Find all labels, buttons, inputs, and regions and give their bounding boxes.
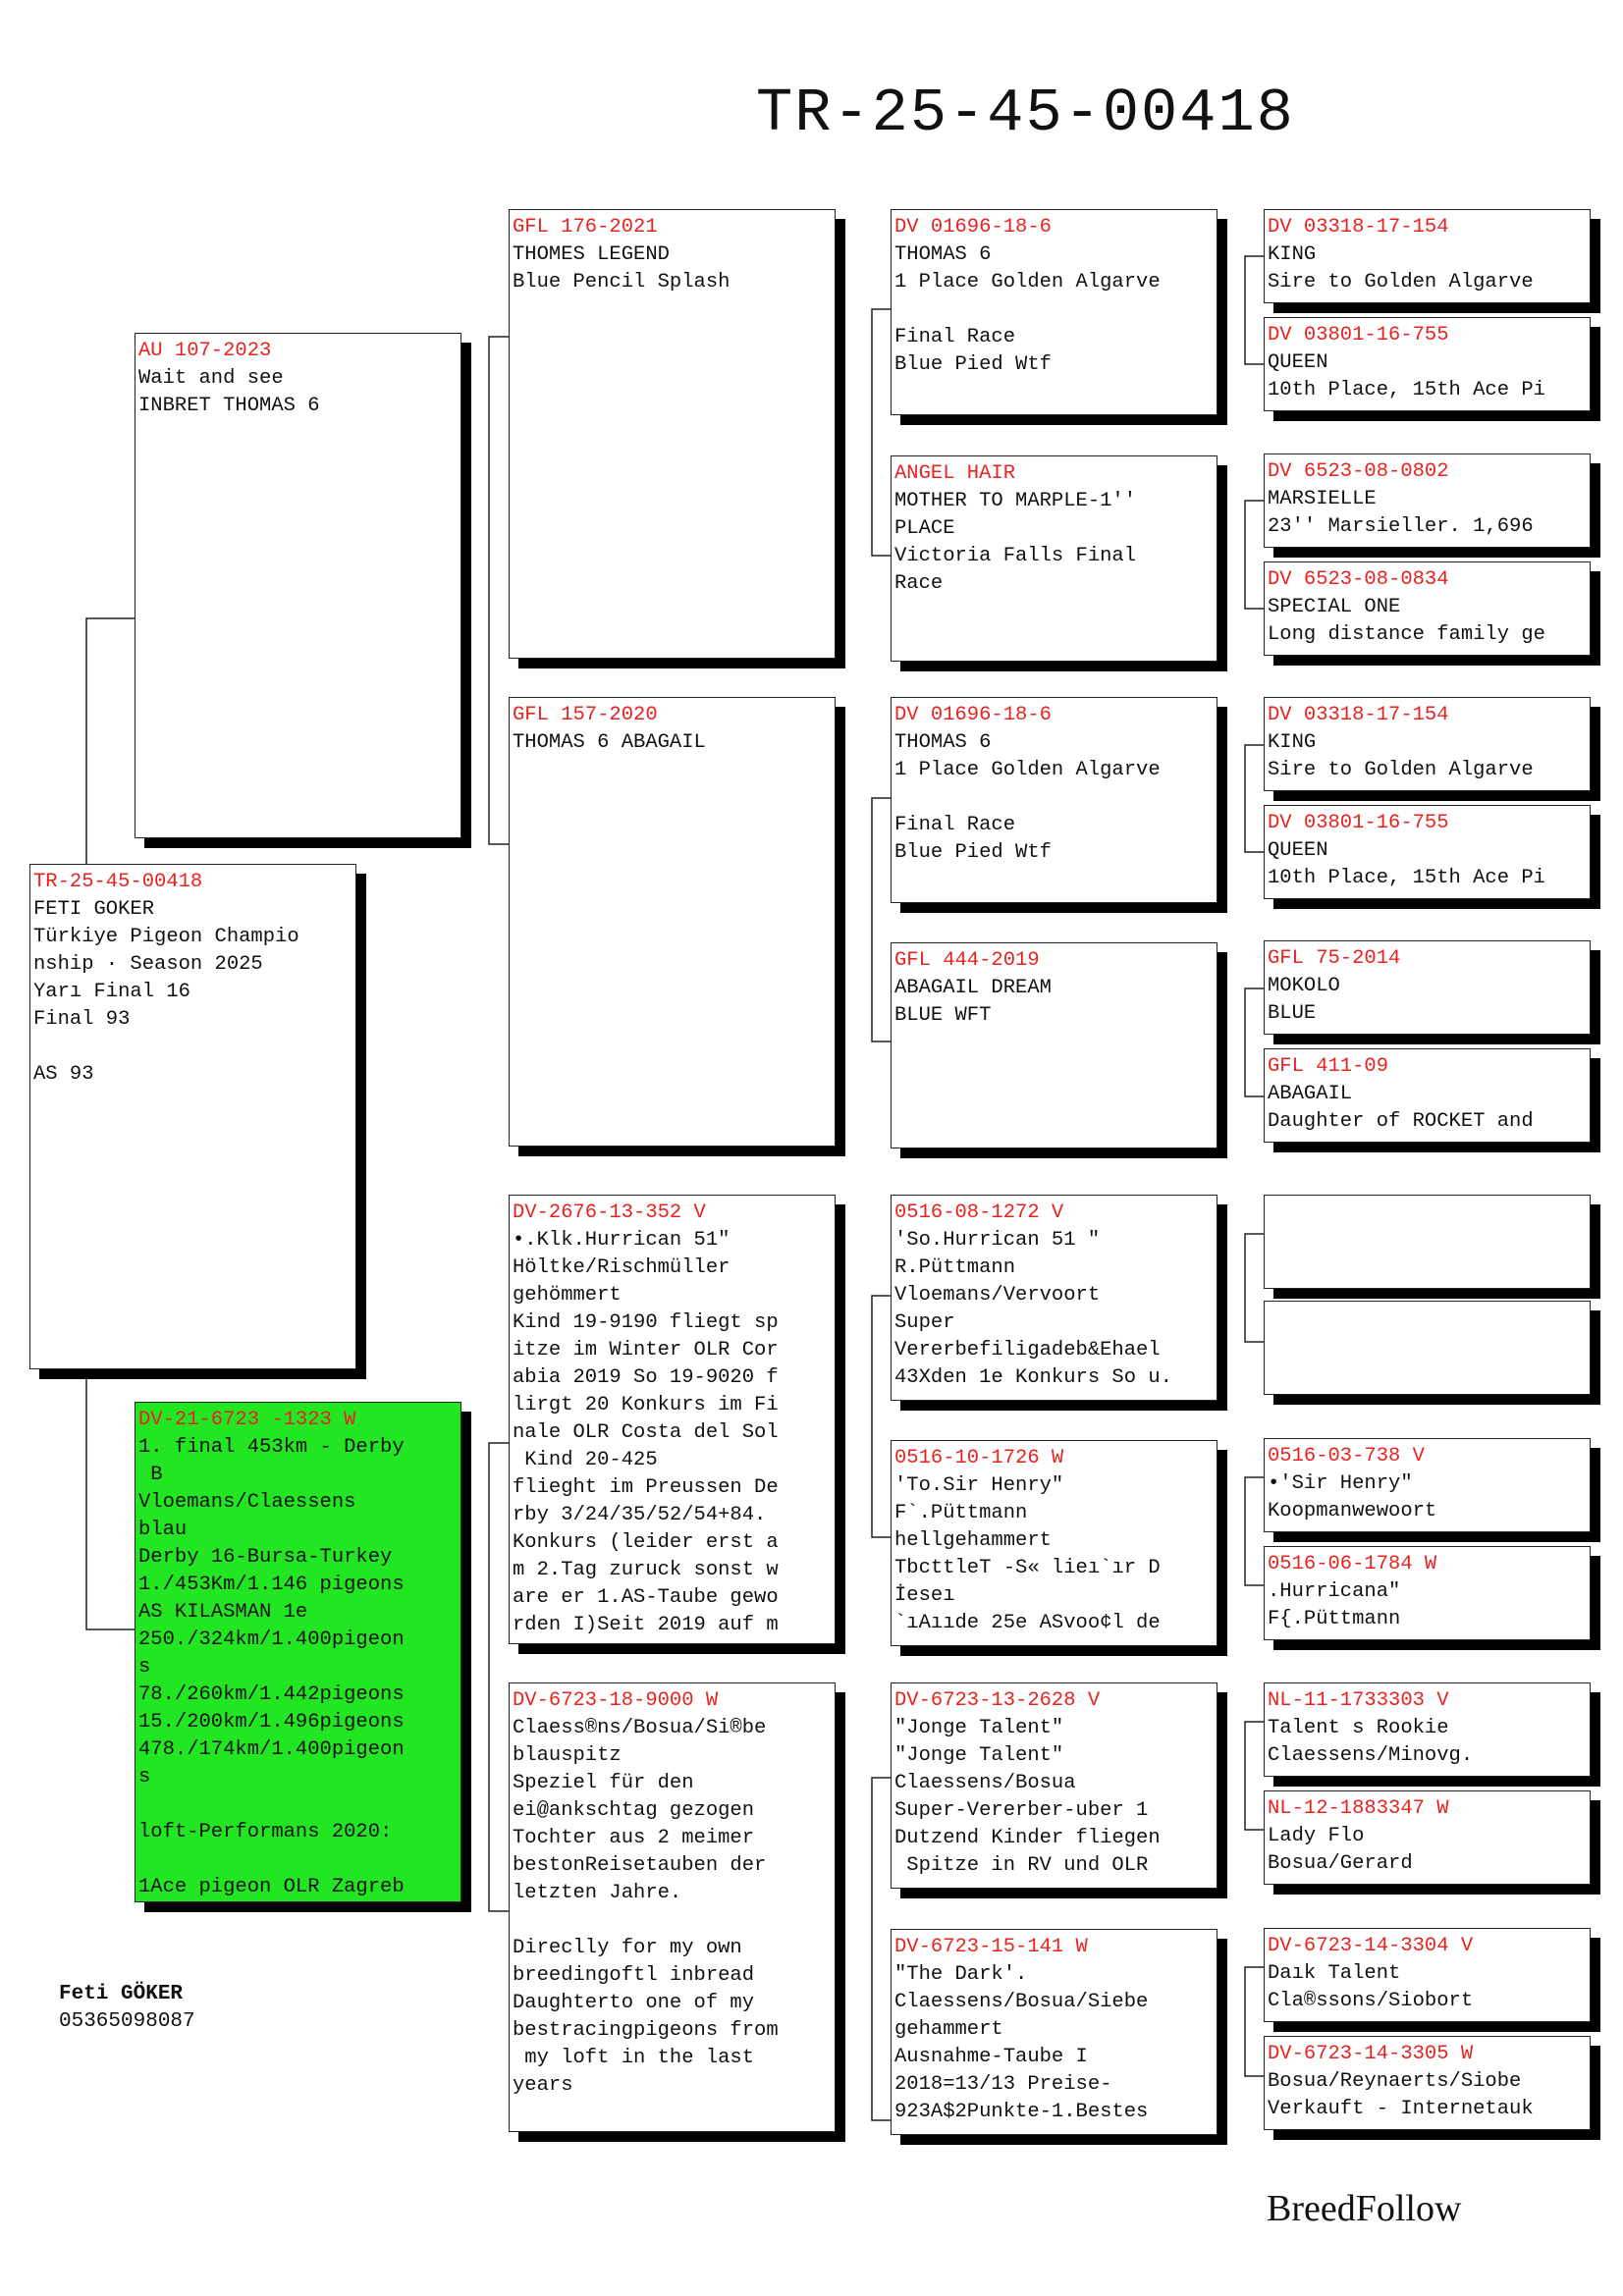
pedigree-info-line: Race: [894, 572, 944, 595]
pedigree-info-line: QUEEN: [1268, 351, 1328, 374]
pedigree-card-gen3[interactable]: [891, 1682, 1217, 1889]
pedigree-info-line: m 2.Tag zuruck sonst w: [513, 1559, 779, 1581]
pedigree-card-gen4[interactable]: [1264, 1928, 1591, 2022]
pedigree-info-line: Final Race: [894, 814, 1016, 836]
pedigree-info-line: Vererbefiligadeb&Ehael: [894, 1339, 1161, 1362]
pedigree-card-gen3[interactable]: [891, 455, 1217, 662]
pedigree-card-gen3[interactable]: [891, 1440, 1217, 1646]
pedigree-info-line: 'To.Sir Henry": [894, 1474, 1064, 1497]
pedigree-info-line: Bosua/Gerard: [1268, 1852, 1413, 1875]
ring-number: DV 03318-17-154: [1268, 704, 1449, 726]
pedigree-card-gen4[interactable]: [1264, 697, 1591, 791]
pedigree-info-line: .Hurricana": [1268, 1580, 1401, 1603]
pedigree-info-line: rden I)Seit 2019 auf m: [513, 1614, 779, 1636]
pedigree-info-line: Claess®ns/Bosua/Si®be: [513, 1717, 767, 1739]
pedigree-info-line: 1 Place Golden Algarve: [894, 271, 1161, 294]
ring-number: NL-11-1733303 V: [1268, 1689, 1449, 1712]
pedigree-card-dam[interactable]: [135, 1402, 461, 1902]
pedigree-card-gen2[interactable]: [509, 1682, 836, 2132]
pedigree-info-line: Claessens/Bosua/Siebe: [894, 1991, 1149, 2013]
ring-number: DV-6723-13-2628 V: [894, 1689, 1101, 1712]
ring-number: DV-21-6723 -1323 W: [138, 1409, 356, 1431]
ring-number: 0516-10-1726 W: [894, 1447, 1064, 1469]
pedigree-info-line: nale OLR Costa del Sol: [513, 1421, 779, 1444]
pedigree-card-gen2[interactable]: [509, 209, 836, 659]
pedigree-info-line: years: [513, 2074, 573, 2097]
pedigree-info-line: MOKOLO: [1268, 975, 1340, 997]
ring-number: DV-6723-14-3305 W: [1268, 2043, 1474, 2065]
pedigree-info-line: Derby 16-Bursa-Turkey: [138, 1546, 393, 1569]
pedigree-info-line: 1 Place Golden Algarve: [894, 759, 1161, 781]
pedigree-info-line: KING: [1268, 243, 1317, 266]
ring-number: NL-12-1883347 W: [1268, 1797, 1449, 1820]
pedigree-info-line: AS KILASMAN 1e: [138, 1601, 308, 1624]
pedigree-info-line: AS 93: [33, 1063, 94, 1086]
pedigree-info-line: rby 3/24/35/52/54+84.: [513, 1504, 767, 1526]
pedigree-info-line: abia 2019 So 19-9020 f: [513, 1366, 779, 1389]
pedigree-info-line: THOMAS 6: [894, 243, 992, 266]
pedigree-info-line: TbcttleT -S« lieı`ır D: [894, 1557, 1161, 1579]
pedigree-info-line: Blue Pied Wtf: [894, 841, 1052, 864]
pedigree-card-gen3[interactable]: [891, 942, 1217, 1148]
pedigree-info-line: "Jonge Talent": [894, 1744, 1064, 1767]
brand-logo-text: BreedFollow: [1267, 2188, 1462, 2229]
pedigree-info-line: R.Püttmann: [894, 1256, 1016, 1279]
pedigree-info-line: [894, 784, 1214, 812]
pedigree-info-line: "Jonge Talent": [894, 1717, 1064, 1739]
pedigree-card-gen4[interactable]: [1264, 317, 1591, 411]
pedigree-card-gen4[interactable]: [1264, 1438, 1591, 1532]
pedigree-info-line: MOTHER TO MARPLE-1'': [894, 490, 1137, 512]
pedigree-info-line: THOMAS 6 ABAGAIL: [513, 731, 706, 754]
pedigree-info-line: [138, 1791, 458, 1819]
pedigree-info-line: Kind 20-425: [513, 1449, 658, 1471]
pedigree-info-line: Koopmanwewoort: [1268, 1500, 1437, 1522]
ring-number: ANGEL HAIR: [894, 462, 1016, 485]
pedigree-info-line: 15./200km/1.496pigeons: [138, 1711, 405, 1734]
pedigree-info-line: Vloemans/Vervoort: [894, 1284, 1101, 1307]
ring-number: GFL 444-2019: [894, 949, 1040, 972]
pedigree-info-line: Blue Pied Wtf: [894, 353, 1052, 376]
ring-number: GFL 157-2020: [513, 704, 658, 726]
pedigree-info-line: Spitze in RV und OLR: [894, 1854, 1149, 1877]
pedigree-card-gen2[interactable]: [509, 1195, 836, 1644]
pedigree-card-gen3[interactable]: [891, 1929, 1217, 2135]
pedigree-info-line: •'Sir Henry": [1268, 1472, 1413, 1495]
pedigree-info-line: QUEEN: [1268, 839, 1328, 862]
ring-number: DV-6723-15-141 W: [894, 1936, 1088, 1958]
pedigree-card-gen2[interactable]: [509, 697, 836, 1147]
pedigree-info-line: Höltke/Rischmüller: [513, 1256, 730, 1279]
pedigree-card-gen4[interactable]: [1264, 561, 1591, 656]
pedigree-card-gen4[interactable]: [1264, 1301, 1591, 1395]
pedigree-info-line: ABAGAIL: [1268, 1083, 1353, 1105]
pedigree-info-line: "The Dark'.: [894, 1963, 1028, 1986]
pedigree-card-gen4[interactable]: [1264, 1790, 1591, 1885]
ring-number: DV 6523-08-0834: [1268, 568, 1449, 591]
pedigree-info-line: Final Race: [894, 326, 1016, 348]
pedigree-card-gen4[interactable]: [1264, 940, 1591, 1035]
pedigree-info-line: THOMAS 6: [894, 731, 992, 754]
owner-phone: 05365098087: [59, 2010, 195, 2033]
pedigree-info-line: Wait and see: [138, 367, 284, 390]
ring-number: GFL 176-2021: [513, 216, 658, 239]
pedigree-info-line: 250./324km/1.400pigeon: [138, 1629, 405, 1651]
pedigree-info-line: [894, 296, 1214, 324]
pedigree-info-line: Ausnahme-Taube I: [894, 2046, 1088, 2068]
pedigree-info-line: hellgehammert: [894, 1529, 1052, 1552]
pedigree-card-gen3[interactable]: [891, 1195, 1217, 1401]
pedigree-info-line: nship · Season 2025: [33, 953, 263, 976]
ring-number: GFL 75-2014: [1268, 947, 1401, 970]
ring-number: DV 01696-18-6: [894, 216, 1052, 239]
pedigree-info-line: 1. final 453km - Derby: [138, 1436, 405, 1459]
pedigree-info-line: loft-Performans 2020:: [138, 1821, 393, 1843]
pedigree-info-line: Super-Vererber-uber 1: [894, 1799, 1149, 1822]
pedigree-card-gen4[interactable]: [1264, 1682, 1591, 1777]
pedigree-card-gen4[interactable]: [1264, 1546, 1591, 1640]
pedigree-info-line: Sire to Golden Algarve: [1268, 759, 1534, 781]
pedigree-info-line: Claessens/Bosua: [894, 1772, 1076, 1794]
pedigree-info-line: Daughter of ROCKET and: [1268, 1110, 1534, 1133]
pedigree-info-line: Speziel für den: [513, 1772, 694, 1794]
pedigree-info-line: 43Xden 1e Konkurs So u.: [894, 1366, 1172, 1389]
pedigree-info-line: Lady Flo: [1268, 1825, 1365, 1847]
pedigree-info-line: lirgt 20 Konkurs im Fi: [513, 1394, 779, 1416]
pedigree-info-line: letzten Jahre.: [513, 1882, 682, 1904]
pedigree-card-gen4[interactable]: [1264, 209, 1591, 303]
pedigree-info-line: ABAGAIL DREAM: [894, 977, 1052, 999]
pedigree-info-line: 'So.Hurrican 51 ": [894, 1229, 1101, 1252]
pedigree-info-line: Yarı Final 16: [33, 981, 190, 1003]
pedigree-info-line: KING: [1268, 731, 1317, 754]
pedigree-info-line: s: [138, 1656, 151, 1679]
pedigree-info-line: my loft in the last: [513, 2047, 755, 2069]
ring-number: AU 107-2023: [138, 340, 272, 362]
pedigree-info-line: PLACE: [894, 517, 955, 540]
pedigree-info-line: Super: [894, 1311, 955, 1334]
pedigree-info-line: breedingoftl inbread: [513, 1964, 755, 1987]
ring-number: DV 03801-16-755: [1268, 324, 1449, 347]
pedigree-info-line: 10th Place, 15th Ace Pi: [1268, 867, 1545, 889]
pedigree-card-gen4[interactable]: [1264, 1195, 1591, 1289]
pedigree-info-line: İeseı: [894, 1584, 955, 1607]
pedigree-info-line: [138, 1846, 458, 1874]
pedigree-info-line: Talent s Rookie: [1268, 1717, 1449, 1739]
page-title: TR-25-45-00418: [756, 79, 1295, 148]
pedigree-info-line: MARSIELLE: [1268, 488, 1377, 510]
pedigree-info-line: Daughterto one of my: [513, 1992, 755, 2014]
pedigree-info-line: bestonReisetauben der: [513, 1854, 767, 1877]
pedigree-info-line: THOMES LEGEND: [513, 243, 670, 266]
owner-name: Feti GÖKER: [59, 1983, 184, 2005]
pedigree-info-line: 478./174km/1.400pigeon: [138, 1738, 405, 1761]
pedigree-info-line: BLUE: [1268, 1002, 1317, 1025]
pedigree-info-line: B: [138, 1464, 163, 1486]
ring-number: GFL 411-09: [1268, 1055, 1389, 1078]
pedigree-info-line: INBRET THOMAS 6: [138, 395, 320, 417]
pedigree-info-line: Kind 19-9190 fliegt sp: [513, 1311, 779, 1334]
pedigree-info-line: Cla®ssons/Siobort: [1268, 1990, 1474, 2012]
pedigree-info-line: [33, 1034, 352, 1061]
ring-number: DV 03318-17-154: [1268, 216, 1449, 239]
pedigree-info-line: FETI GOKER: [33, 898, 155, 921]
pedigree-info-line: Bosua/Reynaerts/Siobe: [1268, 2070, 1522, 2093]
pedigree-info-line: blau: [138, 1519, 188, 1541]
pedigree-info-line: bestracingpigeons from: [513, 2019, 779, 2042]
pedigree-card-sire[interactable]: [135, 333, 461, 838]
pedigree-info-line: 1./453Km/1.146 pigeons: [138, 1574, 405, 1596]
ring-number: 0516-06-1784 W: [1268, 1553, 1437, 1575]
pedigree-info-line: 1Ace pigeon OLR Zagreb: [138, 1876, 405, 1898]
ring-number: DV 6523-08-0802: [1268, 460, 1449, 483]
pedigree-info-line: 23'' Marsieller. 1,696: [1268, 515, 1534, 538]
pedigree-info-line: Direclly for my own: [513, 1937, 742, 1959]
ring-number: 0516-08-1272 V: [894, 1201, 1064, 1224]
pedigree-info-line: SPECIAL ONE: [1268, 596, 1401, 618]
pedigree-card-gen4[interactable]: [1264, 805, 1591, 899]
ring-number: TR-25-45-00418: [33, 871, 203, 893]
pedigree-info-line: itze im Winter OLR Cor: [513, 1339, 779, 1362]
ring-number: 0516-03-738 V: [1268, 1445, 1425, 1468]
pedigree-info-line: Türkiye Pigeon Champio: [33, 926, 299, 948]
pedigree-info-line: Konkurs (leider erst a: [513, 1531, 779, 1554]
pedigree-info-line: 923A$2Punkte-1.Bestes: [894, 2101, 1149, 2123]
pedigree-info-line: Vloemans/Claessens: [138, 1491, 356, 1514]
pedigree-info-line: Verkauft - Internetauk: [1268, 2098, 1534, 2120]
pedigree-info-line: Blue Pencil Splash: [513, 271, 730, 294]
pedigree-info-line: gehammert: [894, 2018, 1003, 2041]
pedigree-info-line: F`.Püttmann: [894, 1502, 1028, 1524]
pedigree-info-line: •.Klk.Hurrican 51": [513, 1229, 730, 1252]
pedigree-info-line: 78./260km/1.442pigeons: [138, 1683, 405, 1706]
pedigree-info-line: blauspitz: [513, 1744, 622, 1767]
ring-number: DV 03801-16-755: [1268, 812, 1449, 834]
pedigree-info-line: [513, 1907, 832, 1935]
pedigree-info-line: Victoria Falls Final: [894, 545, 1137, 567]
pedigree-card-gen4[interactable]: [1264, 2036, 1591, 2130]
ring-number: DV-6723-14-3304 V: [1268, 1935, 1474, 1957]
pedigree-info-line: 2018=13/13 Preise-: [894, 2073, 1112, 2096]
pedigree-info-line: s: [138, 1766, 151, 1789]
pedigree-info-line: Long distance family ge: [1268, 623, 1545, 646]
pedigree-card-gen3[interactable]: [891, 697, 1217, 903]
ring-number: DV-6723-18-9000 W: [513, 1689, 719, 1712]
pedigree-info-line: Daık Talent: [1268, 1962, 1401, 1985]
pedigree-info-line: BLUE WFT: [894, 1004, 992, 1027]
pedigree-card-gen4[interactable]: [1264, 454, 1591, 548]
pedigree-card-gen4[interactable]: [1264, 1048, 1591, 1143]
pedigree-card-gen3[interactable]: [891, 209, 1217, 415]
pedigree-info-line: `ıAııde 25e ASvoo¢l de: [894, 1612, 1161, 1634]
ring-number: DV 01696-18-6: [894, 704, 1052, 726]
pedigree-info-line: 10th Place, 15th Ace Pi: [1268, 379, 1545, 401]
pedigree-info-line: ei@ankschtag gezogen: [513, 1799, 755, 1822]
ring-number: DV-2676-13-352 V: [513, 1201, 706, 1224]
pedigree-info-line: Sire to Golden Algarve: [1268, 271, 1534, 294]
pedigree-info-line: gehömmert: [513, 1284, 622, 1307]
pedigree-info-line: Claessens/Minovg.: [1268, 1744, 1474, 1767]
pedigree-info-line: are er 1.AS-Taube gewo: [513, 1586, 779, 1609]
pedigree-info-line: Dutzend Kinder fliegen: [894, 1827, 1161, 1849]
pedigree-info-line: F{.Püttmann: [1268, 1608, 1401, 1630]
pedigree-card-subject[interactable]: [29, 864, 356, 1369]
pedigree-info-line: Tochter aus 2 meimer: [513, 1827, 755, 1849]
pedigree-info-line: flieght im Preussen De: [513, 1476, 779, 1499]
pedigree-info-line: Final 93: [33, 1008, 131, 1031]
